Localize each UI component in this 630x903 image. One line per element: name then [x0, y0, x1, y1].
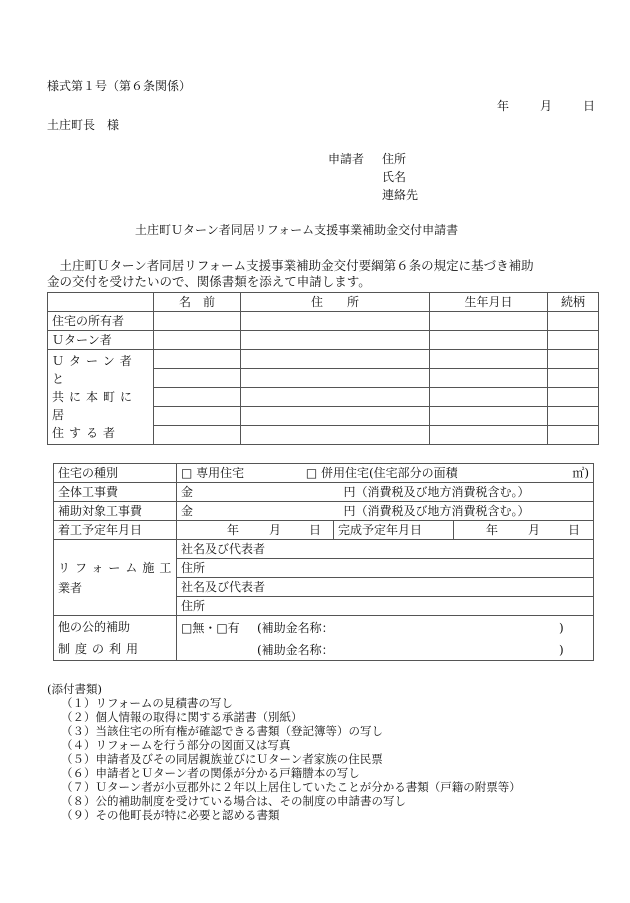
addressee: 土庄町長 様 — [47, 118, 120, 132]
header-address: 住 所 — [241, 293, 430, 312]
total-cost-label: 全体工事費 — [54, 483, 177, 502]
housing-type-label: 住宅の種別 — [54, 464, 177, 483]
list-item: （４）リフォームを行う部分の図面又は写真 — [61, 738, 291, 752]
table-row — [54, 464, 594, 483]
cohabit-relation-cell[interactable] — [548, 350, 599, 369]
cohabit-name-cell[interactable] — [154, 407, 241, 426]
cohabit-name-cell[interactable] — [154, 426, 241, 445]
uturn-birthdate-cell[interactable] — [430, 331, 548, 350]
applicant-address-label: 住所 — [382, 152, 407, 166]
list-item: （６）申請者とＵターン者の関係が分かる戸籍謄本の写し — [61, 766, 360, 780]
subsidy-name-label-2: (補助金名称： — [257, 643, 334, 657]
cohabit-birthdate-cell[interactable] — [430, 369, 548, 388]
uturn-name-cell[interactable] — [154, 331, 241, 350]
list-item: （５）申請者及びその同居親族並びにＵターン者家族の住民票 — [61, 752, 383, 766]
start-day: 日 — [309, 523, 322, 537]
end-date-label: 完成予定年月日 — [334, 521, 454, 540]
list-item: （２）個人情報の取得に関する承諾書（別紙） — [61, 710, 303, 724]
row-label-cohabit — [48, 350, 154, 445]
contractor-label — [54, 540, 177, 616]
cohabit-address-cell[interactable] — [241, 388, 430, 407]
date-month: 月 — [540, 99, 553, 113]
subsidy-name-close-2: ) — [559, 643, 564, 657]
owner-name-cell[interactable] — [154, 312, 241, 331]
header-empty — [48, 293, 154, 312]
contractor2-company-cell[interactable]: 社名及び代表者 — [177, 578, 594, 597]
total-cost-cell[interactable] — [177, 483, 594, 502]
contractor1-company-cell[interactable]: 社名及び代表者 — [177, 540, 594, 559]
subsidy-cost-prefix: 金 — [181, 504, 194, 518]
cohabit-address-cell[interactable] — [241, 369, 430, 388]
uturn-relation-cell[interactable] — [548, 331, 599, 350]
owner-address-cell[interactable] — [241, 312, 430, 331]
subsidy-cost-cell[interactable] — [177, 502, 594, 521]
row-label-owner: 住宅の所有者 — [48, 312, 154, 331]
cohabit-birthdate-cell[interactable] — [430, 407, 548, 426]
form-number: 様式第１号（第６条関係） — [47, 79, 192, 93]
total-cost-prefix: 金 — [181, 485, 194, 499]
list-item: （１）リフォームの見積書の写し — [61, 696, 233, 710]
end-month: 月 — [528, 523, 541, 537]
table-row — [48, 350, 599, 369]
cohabit-label-line2: 共に本町に居 — [52, 390, 138, 422]
other-subsidy-label-line2: 制度の利用 — [58, 642, 144, 656]
contractor1-address-cell[interactable]: 住所 — [177, 559, 594, 578]
document-title: 土庄町Ｕターン者同居リフォーム支援事業補助金交付申請書 — [135, 223, 459, 237]
attachments-heading: (添付書類) — [47, 682, 102, 696]
reform-table — [53, 463, 594, 661]
owner-relation-cell[interactable] — [548, 312, 599, 331]
other-subsidy-label — [54, 616, 177, 661]
header-name: 名 前 — [154, 293, 241, 312]
body-text-line2: 金の交付を受けたいので、関係書類を添えて申請します。 — [47, 274, 371, 289]
table-row — [54, 502, 594, 521]
cohabit-relation-cell[interactable] — [548, 369, 599, 388]
start-month: 月 — [269, 523, 282, 537]
cohabit-name-cell[interactable] — [154, 369, 241, 388]
checkbox-shared-housing[interactable]: □ 併用住宅(住宅部分の面積 — [305, 466, 458, 480]
cohabit-birthdate-cell[interactable] — [430, 350, 548, 369]
subsidy-cost-label: 補助対象工事費 — [54, 502, 177, 521]
table-row — [54, 540, 594, 559]
end-year: 年 — [486, 523, 499, 537]
start-date-cell[interactable] — [177, 521, 334, 540]
table-row — [54, 521, 594, 540]
housing-type-cell — [177, 464, 594, 483]
list-item: （８）公的補助制度を受けている場合は、その制度の申請書の写し — [61, 794, 406, 808]
contractor-label-line2: 業者 — [58, 580, 83, 595]
other-subsidy-cell — [177, 616, 594, 661]
cohabit-label-line3: 住する者 — [52, 426, 121, 440]
table-row — [54, 483, 594, 502]
cohabit-birthdate-cell[interactable] — [430, 426, 548, 445]
applicant-label: 申請者 — [328, 152, 365, 166]
end-day: 日 — [568, 523, 581, 537]
subsidy-cost-suffix: 円（消費税及び地方消費税含む。） — [343, 504, 530, 518]
contractor-label-line1: リフォーム施工 — [58, 560, 177, 575]
cohabit-relation-cell[interactable] — [548, 407, 599, 426]
cohabit-address-cell[interactable] — [241, 407, 430, 426]
checkbox-none-or-yes[interactable]: □無・□有 — [181, 621, 240, 635]
list-item: （９）その他町長が特に必要と認める書類 — [61, 808, 280, 822]
cohabit-address-cell[interactable] — [241, 350, 430, 369]
end-date-cell[interactable] — [454, 521, 594, 540]
start-year: 年 — [227, 523, 240, 537]
attachments-list — [47, 682, 521, 822]
table-row — [54, 616, 594, 661]
cohabit-relation-cell[interactable] — [548, 388, 599, 407]
uturn-address-cell[interactable] — [241, 331, 430, 350]
total-cost-suffix: 円（消費税及び地方消費税含む。） — [343, 485, 530, 499]
other-subsidy-label-line1: 他の公的補助 — [58, 620, 131, 634]
body-text-line1: 土庄町Ｕターン者同居リフォーム支援事業補助金交付要綱第６条の規定に基づき補助 — [47, 258, 534, 273]
subsidy-name-close-1: ) — [559, 621, 564, 635]
checkbox-dedicated-housing[interactable]: □ 専用住宅 — [181, 466, 245, 480]
subsidy-name-label-1: (補助金名称： — [257, 621, 334, 635]
date-year: 年 — [497, 99, 510, 113]
contractor2-address-cell[interactable]: 住所 — [177, 597, 594, 616]
cohabit-name-cell[interactable] — [154, 388, 241, 407]
start-date-label: 着工予定年月日 — [54, 521, 177, 540]
cohabit-relation-cell[interactable] — [548, 426, 599, 445]
table-row — [48, 312, 599, 331]
list-item: （３）当該住宅の所有権が確認できる書類（登記簿等）の写し — [61, 724, 383, 738]
cohabit-name-cell[interactable] — [154, 350, 241, 369]
area-unit: ㎡) — [572, 466, 589, 480]
row-label-uturn: Ｕターン者 — [48, 331, 154, 350]
cohabit-label-line1: Ｕターン者と — [52, 354, 137, 386]
header-relation: 続柄 — [548, 293, 599, 312]
applicant-name-label: 氏名 — [382, 170, 407, 184]
table-header-row — [48, 293, 599, 312]
cohabit-address-cell[interactable] — [241, 426, 430, 445]
family-table — [47, 292, 599, 445]
table-row — [48, 331, 599, 350]
header-birthdate: 生年月日 — [430, 293, 548, 312]
cohabit-birthdate-cell[interactable] — [430, 388, 548, 407]
applicant-contact-label: 連絡先 — [382, 188, 419, 202]
owner-birthdate-cell[interactable] — [430, 312, 548, 331]
list-item: （７）Ｕターン者が小豆郡外に２年以上居住していたことが分かる書類（戸籍の附票等） — [61, 780, 521, 794]
date-day: 日 — [583, 99, 596, 113]
